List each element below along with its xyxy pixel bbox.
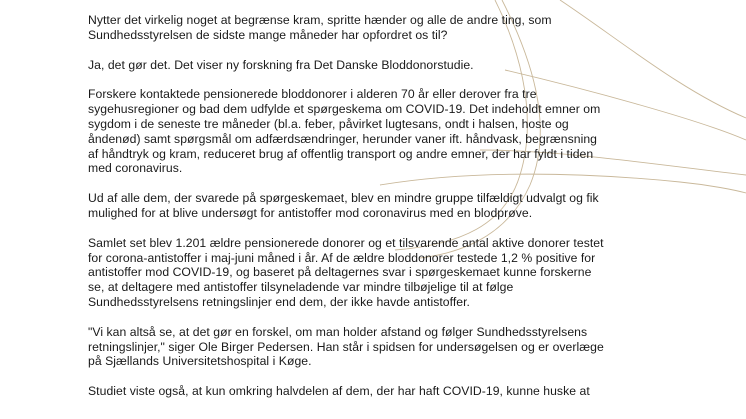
text-line: se, at deltagere med antistoffer tilsyneladende var mindre tilbøjelige til at følge bbox=[88, 280, 514, 295]
paragraph-selection bbox=[88, 191, 668, 221]
text-line: med coronavirus. bbox=[88, 161, 183, 176]
text-line: Nytter det virkelig noget at begrænse kram, spritte hænder og alle de andre ting, som bbox=[88, 13, 552, 27]
text-line: Studiet viste også, at kun omkring halvdelen af dem, der har haft COVID-19, kunne huske at bbox=[88, 384, 590, 399]
text-line: åndenød) samt spørgsmål om adfærdsændringer, herunder vaner ift. håndvask, begrænsning bbox=[88, 131, 597, 146]
paragraph-intro-question bbox=[88, 13, 668, 43]
text-line: "Vi kan altså se, at det gør en forskel, om man holder afstand og følger Sundhedsstyrelsens bbox=[88, 324, 588, 339]
paragraph-method bbox=[88, 87, 668, 176]
text-line: Sundhedsstyrelsens retningslinjer end dem, der ikke havde antistoffer. bbox=[88, 294, 470, 309]
paragraph-results bbox=[88, 236, 668, 310]
text-line: for corona-antistoffer i maj-juni måned i år. Af de ældre bloddonorer testede 1,2 % positive for bbox=[88, 250, 596, 265]
paragraph-quote bbox=[88, 325, 668, 369]
text-line: antistoffer mod COVID-19, og baseret på deltagernes svar i spørgeskemaet kunne forskerne bbox=[88, 265, 592, 280]
text-line: mulighed for at blive undersøgt for antistoffer mod coronavirus med en blodprøve. bbox=[88, 205, 533, 220]
text-line: Ud af alle dem, der svarede på spørgeskemaet, blev en mindre gruppe tilfældigt udvalgt og fik bbox=[88, 191, 599, 206]
text-line: retningslinjer," siger Ole Birger Pedersen. Han står i spidsen for undersøgelsen og er overlæge bbox=[88, 339, 604, 354]
text-line: Forskere kontaktede pensionerede bloddonorer i alderen 70 år eller derover fra tre bbox=[88, 87, 537, 102]
text-line: af håndtryk og kram, reduceret brug af offentlig transport og andre emner, der har fyldt i tiden bbox=[88, 146, 594, 161]
text-line: sygdom i de seneste tre måneder (bl.a. feber, påvirket lugtesans, ondt i halsen, hoste og bbox=[88, 116, 569, 131]
paragraph-answer bbox=[88, 58, 668, 73]
text-line: sygehusregioner og bad dem udfylde et spørgeskema om COVID-19. Det indeholdt emner om bbox=[88, 102, 601, 117]
text-line: Ja, det gør det. Det viser ny forskning fra Det Danske Bloddonorstudie. bbox=[88, 57, 474, 72]
text-line: Sundhedsstyrelsen de sidste mange måneder har opfordret os til? bbox=[88, 27, 448, 42]
paragraph-conclusion-partial bbox=[88, 384, 668, 399]
article-body bbox=[88, 13, 668, 414]
text-line: på Sjællands Universitetshospital i Køge. bbox=[88, 354, 312, 369]
text-line: Samlet set blev 1.201 ældre pensionerede donorer og et tilsvarende antal aktive donorer testet bbox=[88, 235, 604, 250]
